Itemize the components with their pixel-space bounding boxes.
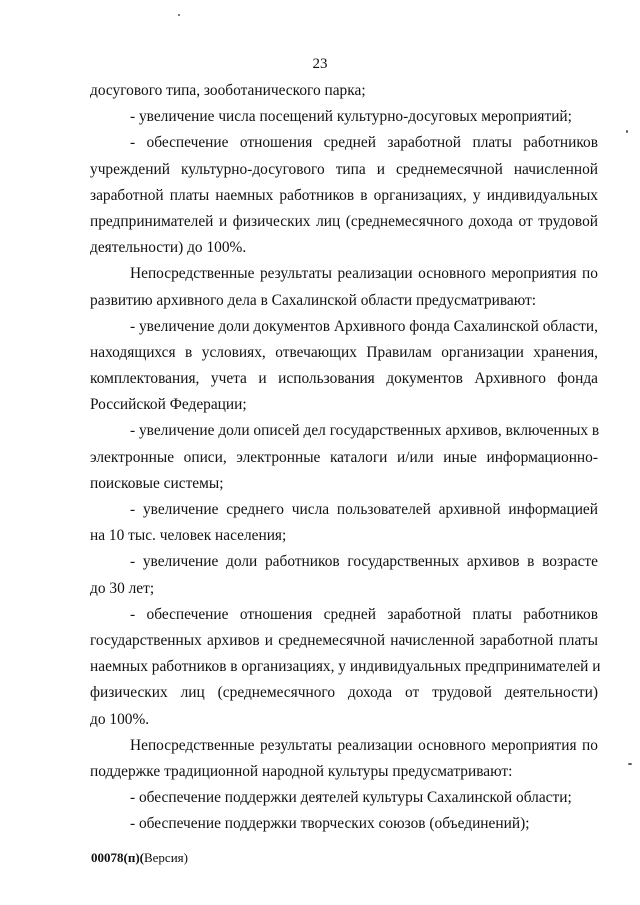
- text-line: - увеличение доли работников государственных архивов в возрасте: [130, 553, 598, 571]
- document-body: [90, 78, 601, 837]
- text-line: комплектования, учета и использования документов Архивного фонда: [90, 370, 598, 388]
- text-line: на 10 тыс. человек населения;: [90, 527, 287, 545]
- text-line: находящихся в условиях, отвечающих Правилам организации хранения,: [90, 343, 598, 361]
- text-line: наемных работников в организациях, у индивидуальных предпринимателей и: [90, 658, 601, 676]
- text-line: заработной платы наемных работников в организациях, у индивидуальных: [90, 186, 598, 204]
- text-line: досугового типа, зооботанического парка;: [90, 82, 366, 99]
- scan-speck: [628, 763, 632, 765]
- text-line: - обеспечение поддержки творческих союзов (объединений);: [130, 815, 530, 833]
- text-line: - увеличение доли документов Архивного фонда Сахалинской области,: [130, 317, 598, 335]
- text-line: электронные описи, электронные каталоги и/или иные информационно-: [90, 448, 598, 466]
- footer-version: Версия): [143, 850, 188, 865]
- scan-speck: [626, 130, 628, 133]
- scan-speck: [178, 14, 180, 16]
- text-line: государственных архивов и среднемесячной начисленной заработной платы: [90, 631, 598, 649]
- text-line: развитию архивного дела в Сахалинской области предусматривают:: [90, 291, 537, 309]
- page-number: 23: [312, 56, 328, 72]
- text-line: поисковые системы;: [90, 474, 224, 492]
- text-line: предпринимателей и физических лиц (среднемесячного дохода от трудовой: [90, 212, 598, 230]
- text-line: - увеличение доли описей дел государственных архивов, включенных в: [130, 422, 600, 440]
- text-line: - обеспечение отношения средней заработной платы работников: [130, 134, 598, 152]
- text-line: - увеличение числа посещений культурно-досуговых мероприятий;: [130, 108, 572, 126]
- text-line: деятельности) до 100%.: [90, 239, 247, 257]
- document-footer: [91, 850, 188, 866]
- text-line: физических лиц (среднемесячного дохода от трудовой деятельности): [90, 684, 598, 702]
- text-line: поддержке традиционной народной культуры предусматривают:: [90, 762, 513, 780]
- text-line: - обеспечение поддержки деятелей культуры Сахалинской области;: [130, 789, 572, 807]
- text-line: до 30 лет;: [90, 579, 155, 597]
- text-line: - обеспечение отношения средней заработной платы работников: [130, 605, 598, 623]
- text-line: - увеличение среднего числа пользователей архивной информацией: [130, 501, 598, 518]
- text-line: Непосредственные результаты реализации основного мероприятия по: [130, 736, 598, 754]
- text-line: учреждений культурно-досугового типа и среднемесячной начисленной: [90, 160, 598, 178]
- text-line: до 100%.: [90, 710, 150, 728]
- footer-code: 00078(п)(: [91, 850, 144, 865]
- text-line: Непосредственные результаты реализации основного мероприятия по: [130, 265, 598, 283]
- text-line: Российской Федерации;: [90, 396, 247, 414]
